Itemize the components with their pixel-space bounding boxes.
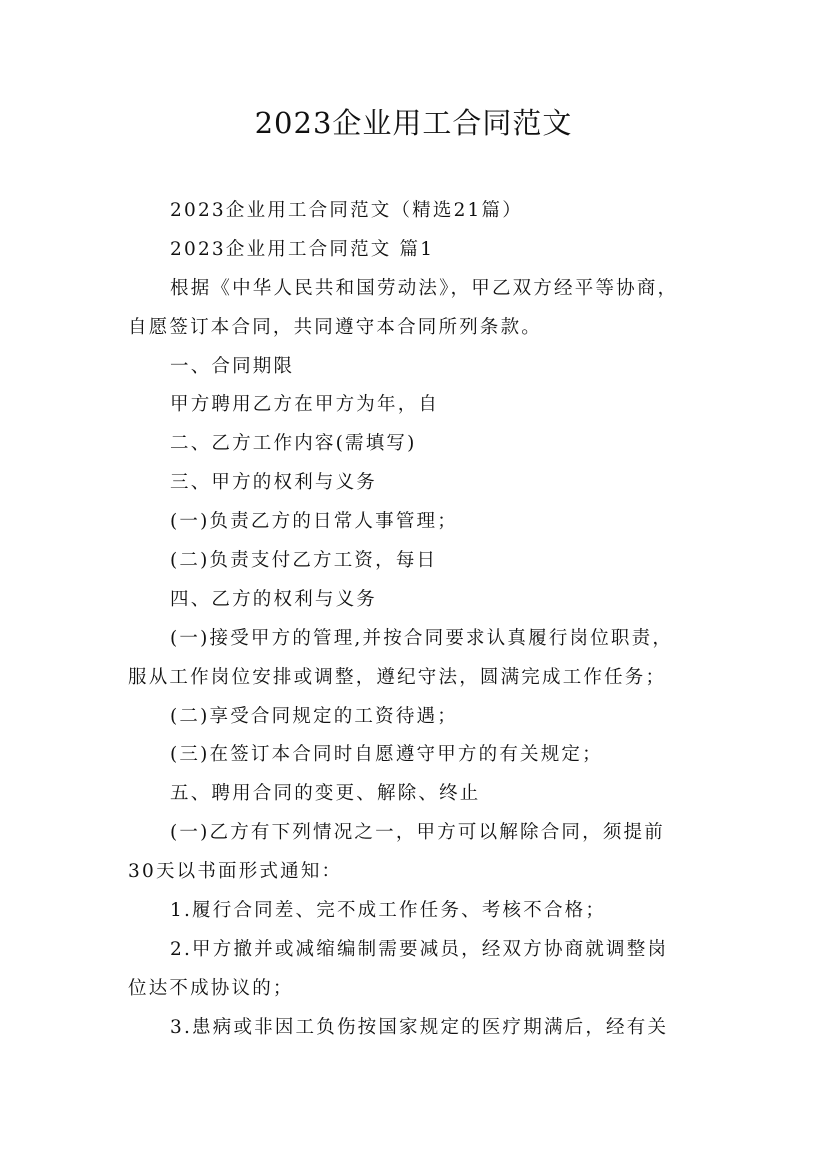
text-line: 30天以书面形式通知： — [128, 861, 343, 883]
text-line: 二、乙方工作内容(需填写) — [170, 433, 417, 455]
document-body — [128, 192, 708, 1048]
document-title: 2023企业用工合同范文 — [254, 106, 573, 140]
text-line: (一)乙方有下列情况之一，甲方可以解除合同，须提前 — [170, 822, 665, 844]
text-line: 甲方聘用乙方在甲方为年，自 — [170, 394, 440, 416]
text-line: 2023企业用工合同范文（精选21篇） — [170, 200, 523, 221]
text-line: 1.履行合同差、完不成工作任务、考核不合格； — [170, 900, 607, 922]
text-line: 根据《中华人民共和国劳动法》，甲乙双方经平等协商， — [170, 277, 679, 299]
text-line: 位达不成协议的； — [128, 977, 294, 999]
text-line: 3.患病或非因工负伤按国家规定的医疗期满后，经有关 — [170, 1016, 669, 1038]
text-line: 自愿签订本合同，共同遵守本合同所列条款。 — [128, 316, 543, 338]
text-line: 服从工作岗位安排或调整，遵纪守法，圆满完成工作任务； — [128, 666, 667, 688]
text-line: 五、聘用合同的变更、解除、终止 — [170, 783, 481, 805]
text-line: (二)负责支付乙方工资，每日 — [170, 550, 438, 572]
text-line: 四、乙方的权利与义务 — [170, 588, 378, 610]
text-line: 一、合同期限 — [170, 355, 295, 377]
text-line: 2023企业用工合同范文 篇1 — [170, 238, 435, 260]
text-line: (三)在签订本合同时自愿遵守甲方的有关规定； — [170, 744, 603, 766]
text-line: (一)负责乙方的日常人事管理； — [170, 511, 458, 533]
text-line: (二)享受合同规定的工资待遇； — [170, 705, 458, 727]
text-line: 2.甲方撤并或减缩编制需要减员，经双方协商就调整岗 — [170, 938, 669, 960]
text-line: 三、甲方的权利与义务 — [170, 472, 378, 494]
text-line: (一)接受甲方的管理,并按合同要求认真履行岗位职责， — [170, 627, 674, 649]
